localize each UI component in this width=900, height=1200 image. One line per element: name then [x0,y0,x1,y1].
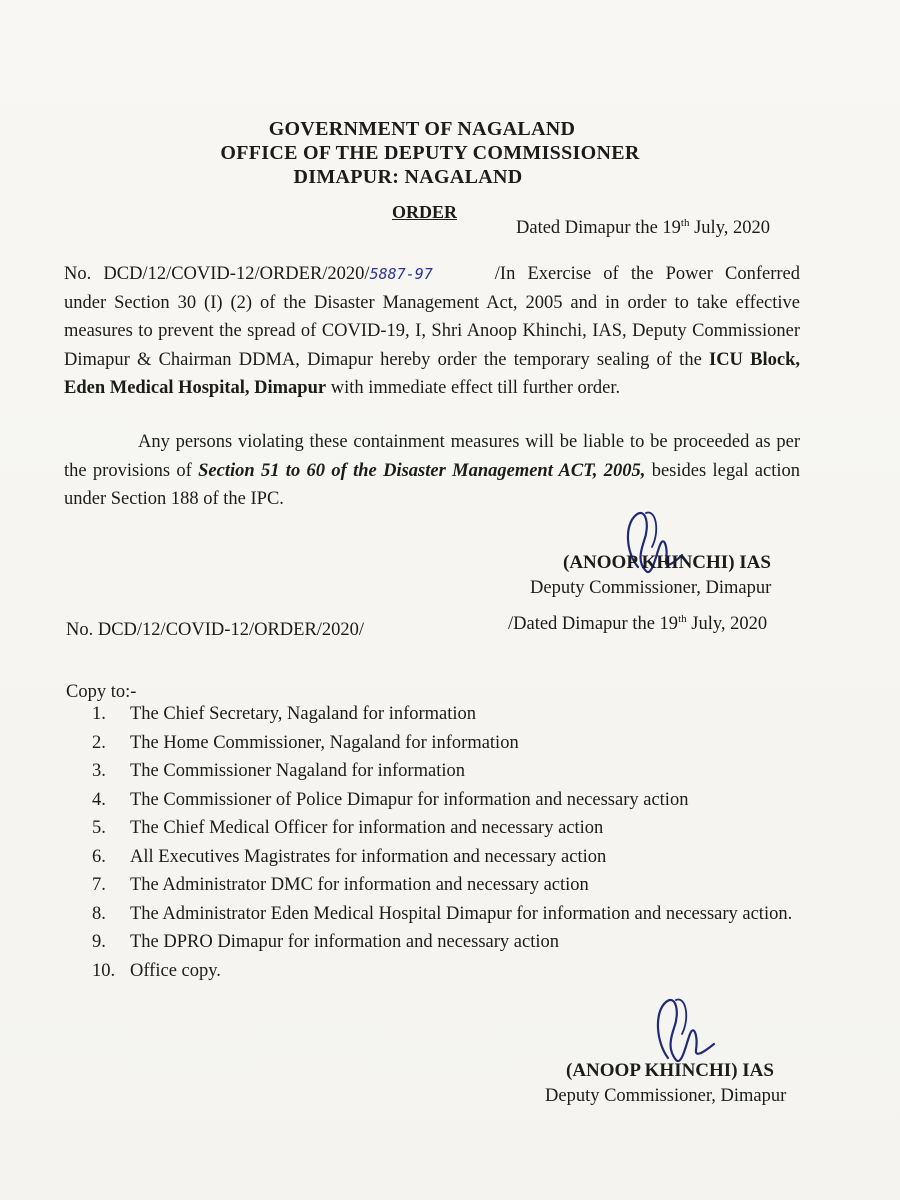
list-item: 9. The DPRO Dimapur for information and necessary action [92,932,559,952]
list-item: 7. The Administrator DMC for information and necessary action [92,875,589,895]
list-item: 3. The Commissioner Nagaland for information [92,761,465,781]
header-office: OFFICE OF THE DEPUTY COMMISSIONER [220,142,640,164]
list-item: 8. The Administrator Eden Medical Hospital Dimapur for information and necessary action. [92,903,793,924]
order-paragraph-1: No. DCD/12/COVID-12/ORDER/2020/5887-97 /In Exercise of the Power Conferred under Section 30 (I) (2) of the Disaster Management Act, 2005 and in order to take effective measures to prevent the spread of COVID-19, I, Shri Anoop Khinchi, IAS, Deputy Commissioner Dimapur & Chairman DDMA, Dimapur hereby order the temporary sealing of the ICU Block, Eden Medical Hospital, Dimapur with immediate effect till further order. [64,264,800,399]
endorsement-ref-no: No. DCD/12/COVID-12/ORDER/2020/ [66,620,365,640]
signatory-designation-1: Deputy Commissioner, Dimapur [530,578,772,598]
order-date: Dated Dimapur the 19th July, 2020 [516,217,770,238]
order-title: ORDER [392,202,458,222]
header-location: DIMAPUR: NAGALAND [293,166,523,188]
list-item: 10. Office copy. [92,960,221,981]
order-paragraph-2: Any persons violating these containment measures will be liable to be proceeded as per the provisions of Section 51 to 60 of the Disaster Management ACT, 2005, besides legal action under Section 188 of the IPC. [64,432,800,510]
copy-to-list [92,700,832,985]
copy-to-label: Copy to:- [66,682,137,702]
signatory-name-2: (ANOOP KHINCHI) IAS [566,1060,774,1081]
signatory-designation-2: Deputy Commissioner, Dimapur [545,1086,787,1106]
endorsement-date: /Dated Dimapur the 19th July, 2020 [508,613,768,634]
header-government: GOVERNMENT OF NAGALAND [268,118,576,140]
list-item: 1. The Chief Secretary, Nagaland for information [92,704,477,724]
signatory-name-1: (ANOOP KHINCHI) IAS [563,552,771,573]
list-item: 4. The Commissioner of Police Dimapur for information and necessary action [92,789,689,810]
handwritten-number: 5887-97 [369,265,433,283]
sealed-location: ICU Block, Eden Medical Hospital, Dimapur [64,349,800,399]
legal-section-reference: Section 51 to 60 of the Disaster Management ACT, 2005, [198,460,646,481]
list-item: 5. The Chief Medical Officer for information and necessary action [92,818,604,838]
list-item: 6. All Executives Magistrates for information and necessary action [92,846,607,867]
order-ref-no: No. DCD/12/COVID-12/ORDER/2020/ [64,264,370,284]
list-item: 2. The Home Commissioner, Nagaland for information [92,732,519,753]
